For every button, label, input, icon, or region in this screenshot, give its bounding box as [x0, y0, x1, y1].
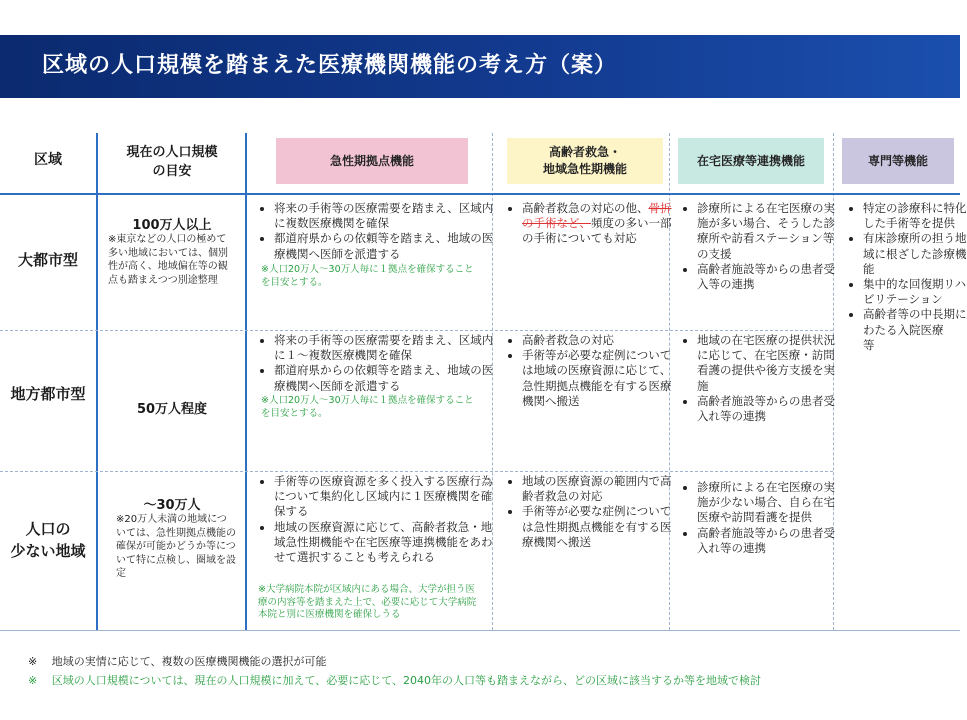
- acute-note-low-population: ※大学病院本院が区域内にある場合、大学が担う医療の内容等を踏まえた上で、必要に応じて大学病院本院と別に医療機関を確保しうる: [258, 584, 477, 620]
- home-low-population: [680, 480, 843, 556]
- footnote-mark: ※: [28, 655, 38, 668]
- list-item: • 高齢者施設等からの患者受入れ等の連携: [697, 526, 843, 556]
- header-acute: 急性期拠点機能: [276, 138, 468, 184]
- acute-regional-city: [257, 333, 496, 394]
- elderly-large-city: [505, 201, 672, 247]
- home-regional-city: [680, 333, 843, 424]
- size-low-population: [108, 494, 236, 581]
- size-note: ※20万人未満の地域については、急性期拠点機能の確保が可能かどうか等について特に点検し、圏域を設定: [116, 514, 236, 579]
- footnote-mark: ※: [28, 674, 38, 687]
- acute-note-regional-city: ※人口20万人～30万人毎に１拠点を確保することを目安とする。: [261, 395, 474, 419]
- list-item: • 特定の診療科に特化した手術等を提供: [863, 201, 967, 231]
- list-item: • 診療所による在宅医療の実施が多い場合、そうした診療所や訪看ステーション等の支援: [697, 201, 843, 262]
- list-item: [522, 201, 672, 247]
- list-item: • 有床診療所の担う地域に根ざした診療機能: [863, 231, 967, 277]
- footnote-text: 地域の実情に応じて、複数の医療機関機能の選択が可能: [51, 655, 327, 668]
- header-specialty: 専門等機能: [842, 138, 954, 184]
- elderly-text-pre: 高齢者救急の対応の他、: [522, 201, 649, 215]
- region-large-city: 大都市型: [17, 251, 78, 269]
- specialty-list: [846, 201, 967, 353]
- list-item: • 集中的な回復期リハビリテーション: [863, 277, 967, 307]
- acute-large-city: [257, 201, 496, 262]
- list-item: • 手術等が必要な症例については急性期拠点機能を有する医療機関へ搬送: [522, 504, 672, 550]
- row-divider-2: [0, 471, 833, 472]
- header-underline: [0, 193, 960, 195]
- elderly-text-struck: 骨折の手術など、: [522, 201, 672, 231]
- divider-size: [245, 133, 247, 630]
- home-large-city: [680, 201, 843, 292]
- acute-note-large-city: ※人口20万人～30万人毎に１拠点を確保することを目安とする。: [261, 264, 474, 288]
- region-low-population: 人口の 少ない地域: [10, 520, 86, 560]
- header-home: 在宅医療等連携機能: [678, 138, 824, 184]
- elderly-low-population: [505, 474, 672, 550]
- list-item: • 高齢者等の中長期にわたる入院医療 等: [863, 307, 967, 353]
- size-note: ※東京などの人口の極めて多い地域においては、個別性が高く、地域偏在等の観点も踏まえつつ別途整理: [108, 234, 228, 286]
- list-item: • 都道府県からの依頼等を踏まえ、地域の医療機関へ医師を派遣する: [274, 363, 496, 393]
- size-regional-city: 50万人程度: [136, 402, 208, 417]
- header-size: 現在の人口規模 の目安: [126, 145, 218, 179]
- footnote-1: [28, 653, 327, 669]
- list-item: • 高齢者施設等からの患者受入れ等の連携: [697, 394, 843, 424]
- footnote-text: 区域の人口規模については、現在の人口規模に加えて、必要に応じて、2040年の人口等も踏まえながら、どの区域に該当するか等を地域で検討: [51, 674, 762, 687]
- size-main: ～30万人: [143, 498, 201, 513]
- list-item: • 地域の医療資源に応じて、高齢者救急・地域急性期機能や在宅医療等連携機能をあわせて選択することも考えられる: [274, 520, 496, 566]
- row-divider-1: [0, 330, 833, 331]
- list-item: • 手術等が必要な症例については地域の医療資源に応じて、急性期拠点機能を有する医療機関へ搬送: [522, 348, 672, 409]
- list-item: • 診療所による在宅医療の実施が少ない場合、自ら在宅医療や訪問看護を提供: [697, 480, 843, 526]
- list-item: • 都道府県からの依頼等を踏まえ、地域の医療機関へ医師を派遣する: [274, 231, 496, 261]
- page-title: 区域の人口規模を踏まえた医療機関機能の考え方（案）: [42, 53, 618, 78]
- header-region: 区域: [34, 152, 62, 168]
- elderly-regional-city: [505, 333, 672, 409]
- title-bar: [0, 35, 960, 98]
- list-item: • 将来の手術等の医療需要を踏まえ、区域内に複数医療機関を確保: [274, 201, 496, 231]
- header-elderly: 高齢者救急・ 地域急性期機能: [507, 138, 663, 184]
- divider-region: [96, 133, 98, 630]
- footnote-2: [28, 672, 761, 688]
- elderly-text-post: 頻度の多い一部の手術についても対応: [522, 216, 672, 246]
- size-large-city: [108, 214, 236, 287]
- list-item: • 高齢者救急の対応: [522, 333, 672, 348]
- list-item: • 将来の手術等の医療需要を踏まえ、区域内に１～複数医療機関を確保: [274, 333, 496, 363]
- size-main: 100万人以上: [132, 218, 212, 233]
- region-regional-city: 地方都市型: [10, 385, 86, 403]
- list-item: • 地域の医療資源の範囲内で高齢者救急の対応: [522, 474, 672, 504]
- list-item: • 地域の在宅医療の提供状況に応じて、在宅医療・訪問看護の提供や後方支援を実施: [697, 333, 843, 394]
- list-item: • 手術等の医療資源を多く投入する医療行為について集約化し区域内に１医療機関を確保する: [274, 474, 496, 520]
- acute-low-population: [257, 474, 496, 565]
- table-bottom: [0, 630, 960, 631]
- list-item: • 高齢者施設等からの患者受入等の連携: [697, 262, 843, 292]
